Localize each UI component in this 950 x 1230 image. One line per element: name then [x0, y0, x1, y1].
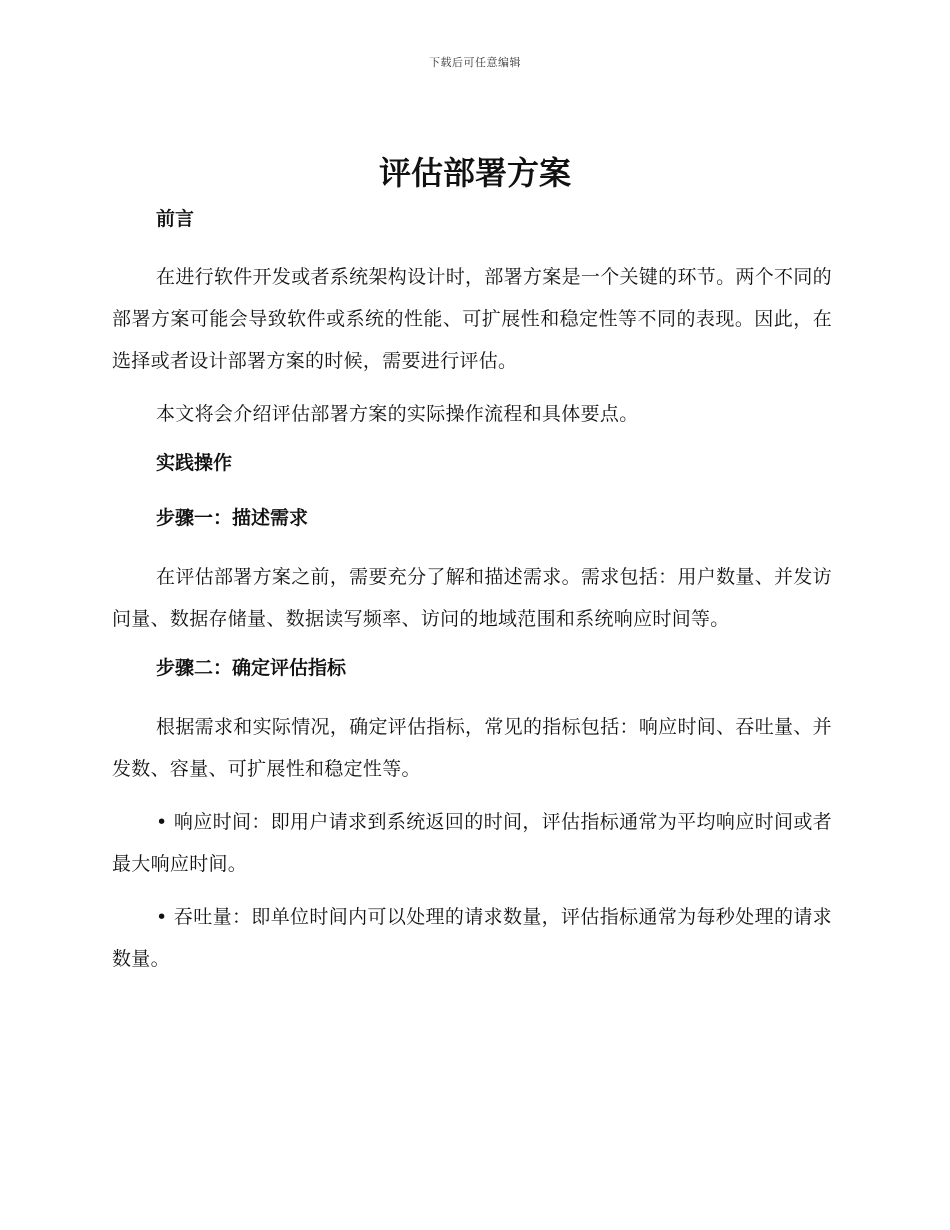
document-title: 评估部署方案	[378, 154, 571, 192]
page-header-note: 下载后可任意编辑	[429, 56, 521, 69]
preface-heading: 前言	[156, 208, 195, 230]
practice-heading: 实践操作	[156, 452, 233, 474]
preface-paragraph-2: 本文将会介绍评估部署方案的实际操作流程和具体要点。	[156, 403, 639, 425]
step1-paragraph: 在评估部署方案之前，需要充分了解和描述需求。需求包括：用户数量、并发访问量、数据存储量、数据读写频率、访问的地域范围和系统响应时间等。	[112, 566, 832, 630]
step2-paragraph: 根据需求和实际情况，确定评估指标，常见的指标包括：响应时间、吞吐量、并发数、容量、可扩展性和稳定性等。	[112, 716, 832, 780]
step1-heading: 步骤一：描述需求	[156, 507, 309, 529]
document-body	[112, 202, 832, 991]
preface-paragraph-1: 在进行软件开发或者系统架构设计时，部署方案是一个关键的环节。两个不同的部署方案可能会导致软件或系统的性能、可扩展性和稳定性等不同的表现。因此，在选择或者设计部署方案的时候，需要进行评估。	[112, 266, 832, 372]
step2-heading: 步骤二：确定评估指标	[156, 657, 347, 679]
bullet-throughput: • 吞吐量：即单位时间内可以处理的请求数量，评估指标通常为每秒处理的请求数量。	[112, 906, 832, 970]
bullet-response-time: • 响应时间：即用户请求到系统返回的时间，评估指标通常为平均响应时间或者最大响应时间。	[112, 811, 832, 875]
